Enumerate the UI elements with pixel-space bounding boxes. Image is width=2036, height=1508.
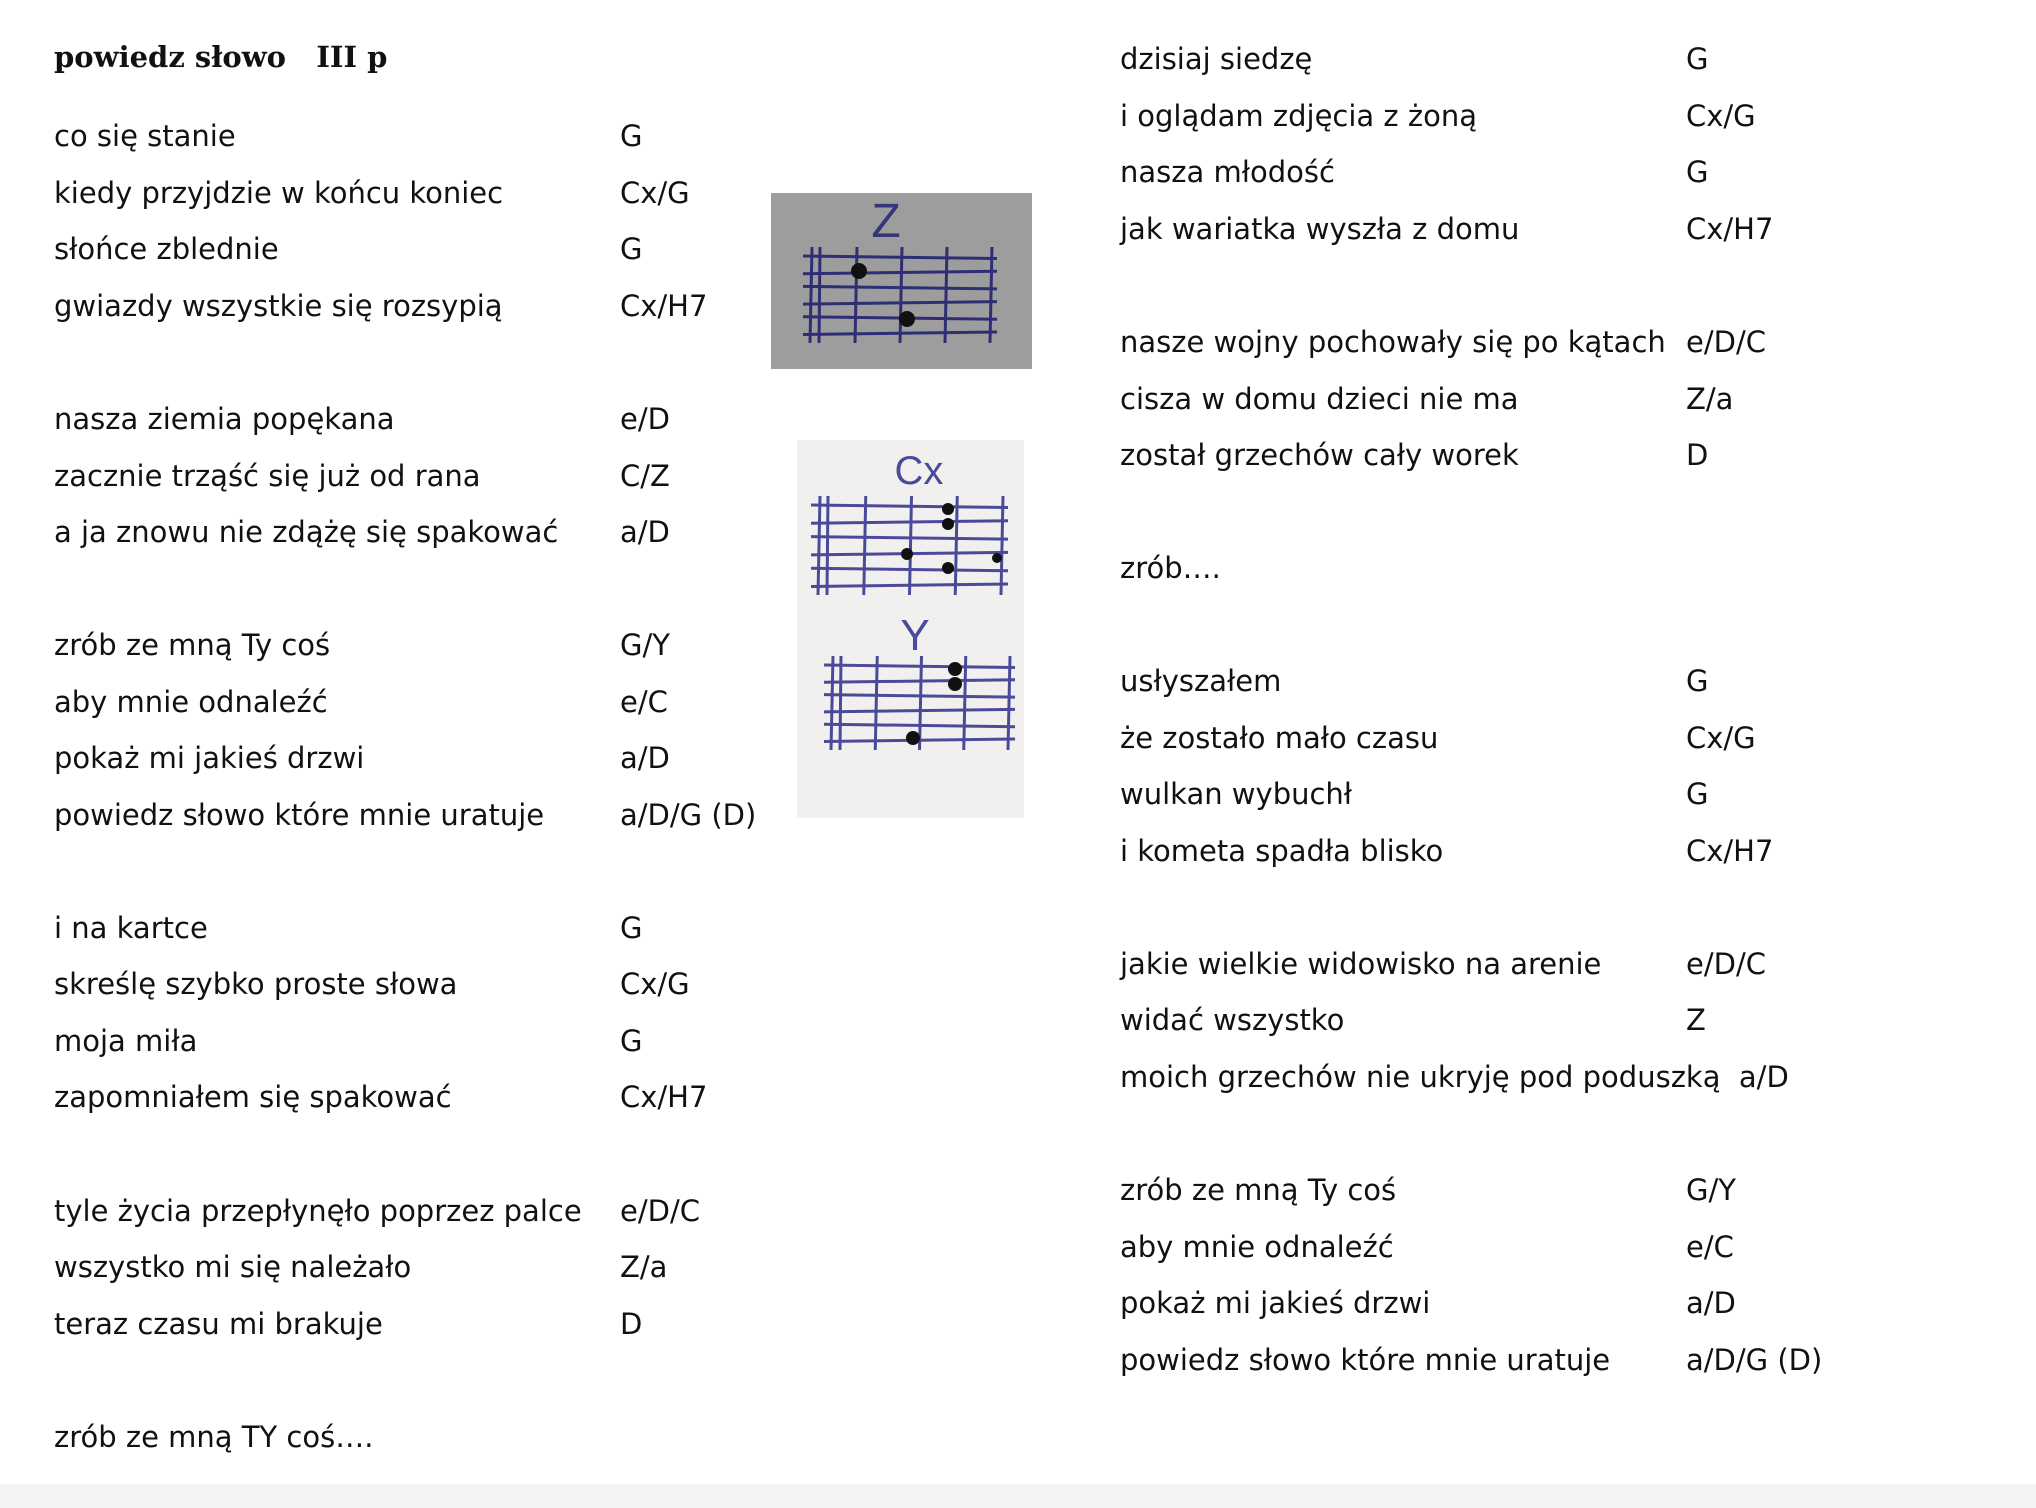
lyric-text: i oglądam zdjęcia z żoną: [1120, 99, 1477, 133]
chord-text: Cx/H7: [620, 289, 708, 323]
lyric-text: nasza młodość: [1120, 155, 1335, 189]
chord-diagrams-cx-y: [797, 440, 1024, 818]
fret-line: [864, 496, 866, 595]
chord-text: e/D/C: [1686, 325, 1766, 359]
fret-line: [875, 656, 877, 750]
lyric-text: pokaż mi jakieś drzwi: [1120, 1286, 1431, 1320]
lyric-text: zapomniałem się spakować: [54, 1080, 452, 1114]
lyric-text: aby mnie odnaleźć: [54, 685, 328, 719]
fret-line: [955, 496, 957, 595]
chord-text: a/D/G (D): [620, 798, 757, 832]
chord-text: G/Y: [1686, 1173, 1736, 1207]
lyric-text: tyle życia przepłynęło poprzez palce: [54, 1194, 582, 1228]
chord-text: Cx/G: [1686, 721, 1756, 755]
chord-text: G: [1686, 155, 1709, 189]
fret-line: [1008, 656, 1010, 750]
fret-line: [910, 496, 912, 595]
chord-text: Z/a: [1686, 382, 1734, 416]
lyric-text: jak wariatka wyszła z domu: [1120, 212, 1520, 246]
chord-text: D: [620, 1307, 643, 1341]
chord-text: D: [1686, 438, 1709, 472]
lyric-text: teraz czasu mi brakuje: [54, 1307, 383, 1341]
lyric-text: zrób ze mną Ty coś: [54, 628, 331, 662]
finger-dot: [942, 503, 954, 515]
lyric-text: zrób….: [1120, 551, 1221, 585]
finger-dot: [948, 677, 962, 691]
finger-dot: [901, 548, 913, 560]
fret-line: [855, 247, 857, 343]
fret-line: [900, 247, 902, 343]
chord-label-cx: Cx: [894, 449, 944, 493]
fret-line: [810, 247, 812, 343]
lyric-text: a ja znowu nie zdążę się spakować: [54, 515, 559, 549]
chord-label-y: Y: [900, 611, 930, 660]
chord-text: e/D/C: [620, 1194, 700, 1228]
lyric-text: wulkan wybuchł: [1120, 777, 1353, 811]
finger-dot: [899, 311, 915, 327]
lyric-text: jakie wielkie widowisko na arenie: [1120, 947, 1602, 981]
chord-text: G: [620, 1024, 643, 1058]
lyric-text: zacznie trząść się już od rana: [54, 459, 481, 493]
chord-text: G/Y: [620, 628, 670, 662]
nut-line: [827, 496, 828, 595]
lyric-text: skreślę szybko proste słowa: [54, 967, 458, 1001]
fret-line: [990, 247, 992, 343]
lyric-text: moich grzechów nie ukryję pod poduszką a/D: [1120, 1060, 1789, 1094]
nut-line: [840, 656, 841, 750]
nut-line: [819, 247, 820, 343]
chord-text: Cx/H7: [1686, 212, 1774, 246]
chord-text: G: [620, 119, 643, 153]
fret-line: [964, 656, 966, 750]
lyric-text: pokaż mi jakieś drzwi: [54, 741, 365, 775]
fret-line: [818, 496, 820, 595]
chord-text: Cx/H7: [1686, 834, 1774, 868]
fret-line: [831, 656, 833, 750]
chord-text: e/D/C: [1686, 947, 1766, 981]
fret-line: [945, 247, 947, 343]
fret-line: [1001, 496, 1003, 595]
chord-text: G: [1686, 42, 1709, 76]
finger-dot: [942, 518, 954, 530]
lyric-text: że zostało mało czasu: [1120, 721, 1439, 755]
lyric-text: wszystko mi się należało: [54, 1250, 412, 1284]
bottom-strip: [0, 1484, 2036, 1508]
lyric-text: został grzechów cały worek: [1120, 438, 1519, 472]
finger-dot: [948, 662, 962, 676]
chord-text: Cx/H7: [620, 1080, 708, 1114]
lyric-text: nasze wojny pochowały się po kątach: [1120, 325, 1666, 359]
lyric-text: co się stanie: [54, 119, 236, 153]
chord-text: C/Z: [620, 459, 670, 493]
chord-text: e/D: [620, 402, 670, 436]
finger-dot: [942, 562, 954, 574]
chord-text: Cx/G: [620, 967, 690, 1001]
finger-dot: [992, 553, 1002, 563]
lyric-text: i kometa spadła blisko: [1120, 834, 1444, 868]
chord-text: Z/a: [620, 1250, 668, 1284]
lyric-text: nasza ziemia popękana: [54, 402, 395, 436]
chord-text: a/D: [620, 515, 670, 549]
finger-dot: [851, 263, 867, 279]
chord-diagram-z: [771, 193, 1032, 369]
chord-text: G: [620, 911, 643, 945]
lyric-text: powiedz słowo które mnie uratuje: [1120, 1343, 1611, 1377]
lyric-text: powiedz słowo które mnie uratuje: [54, 798, 545, 832]
chord-text: a/D: [1686, 1286, 1736, 1320]
lyric-text: usłyszałem: [1120, 664, 1282, 698]
lyric-text: zrób ze mną Ty coś: [1120, 1173, 1397, 1207]
lyric-text: moja miła: [54, 1024, 198, 1058]
song-title: powiedz słowo III p: [54, 40, 388, 74]
lyric-text: zrób ze mną TY coś….: [54, 1420, 374, 1454]
lyric-text: widać wszystko: [1120, 1003, 1345, 1037]
chord-text: e/C: [1686, 1230, 1734, 1264]
lyric-text: dzisiaj siedzę: [1120, 42, 1313, 76]
chord-text: G: [620, 232, 643, 266]
lyric-text: cisza w domu dzieci nie ma: [1120, 382, 1519, 416]
finger-dot: [906, 731, 920, 745]
lyric-text: gwiazdy wszystkie się rozsypią: [54, 289, 503, 323]
chord-text: Cx/G: [1686, 99, 1756, 133]
lyric-text: kiedy przyjdzie w końcu koniec: [54, 176, 504, 210]
chord-text: e/C: [620, 685, 668, 719]
chord-text: Z: [1686, 1003, 1706, 1037]
chord-text: a/D/G (D): [1686, 1343, 1823, 1377]
lyric-text: aby mnie odnaleźć: [1120, 1230, 1394, 1264]
chord-text: a/D: [620, 741, 670, 775]
lyric-text: i na kartce: [54, 911, 208, 945]
chord-label-z: Z: [871, 195, 901, 248]
fret-line: [920, 656, 922, 750]
chord-text: G: [1686, 664, 1709, 698]
lyric-text: słońce zblednie: [54, 232, 279, 266]
chord-text: Cx/G: [620, 176, 690, 210]
chord-text: G: [1686, 777, 1709, 811]
